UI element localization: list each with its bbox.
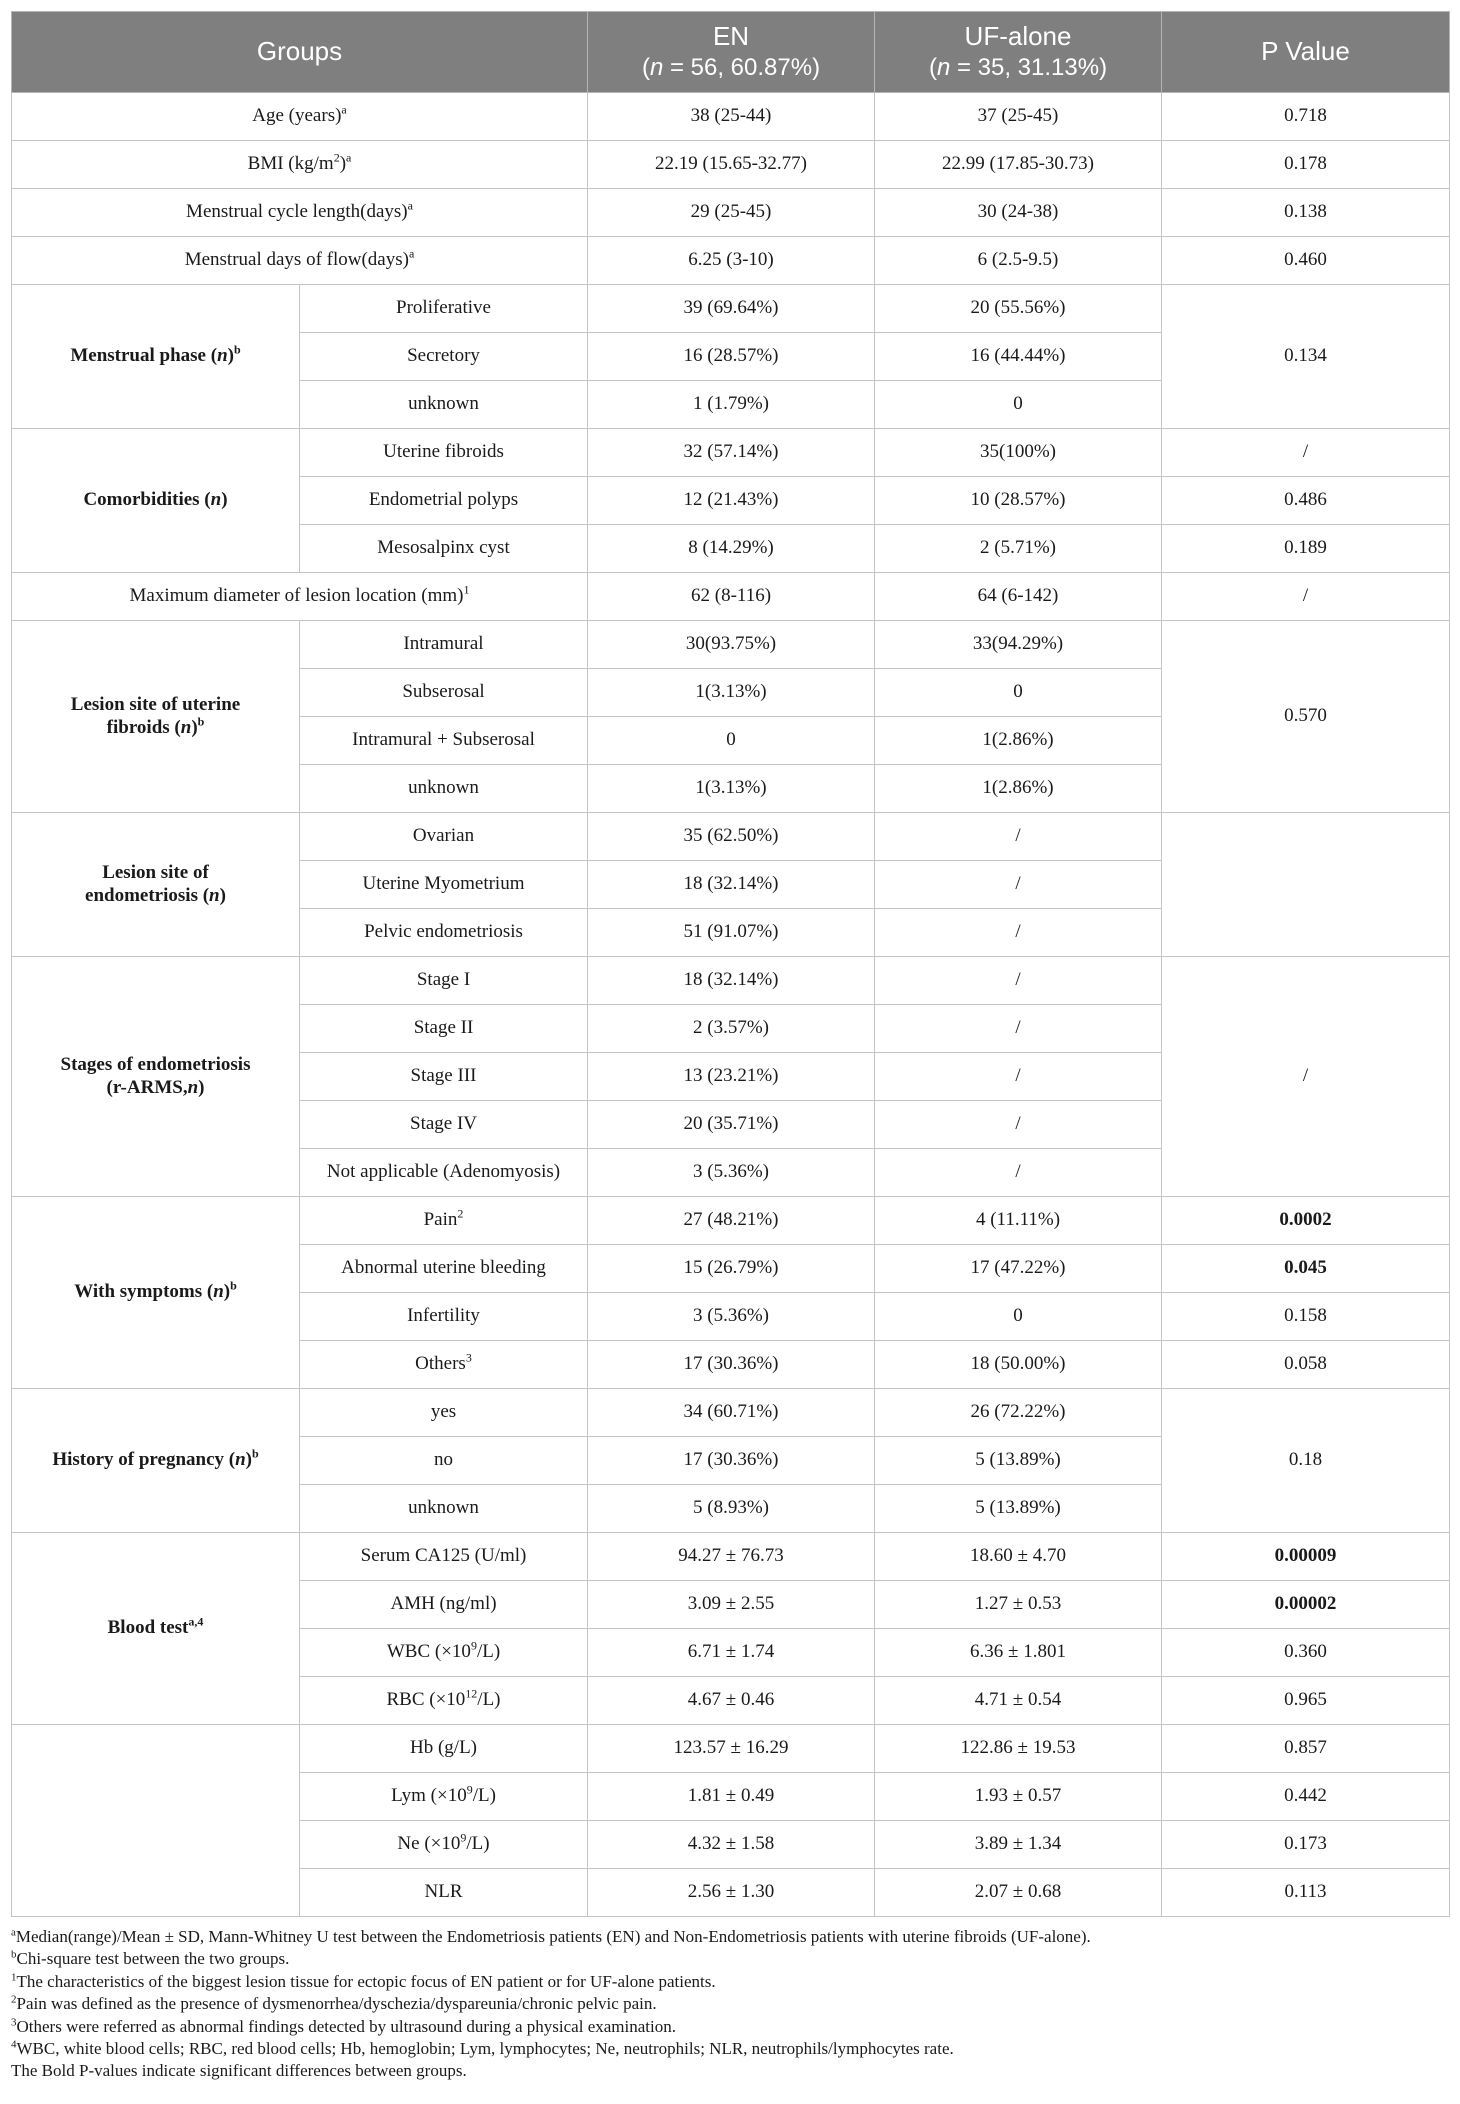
en-value: 30(93.75%) xyxy=(588,621,875,669)
en-value: 18 (32.14%) xyxy=(588,861,875,909)
en-value: 1(3.13%) xyxy=(588,669,875,717)
p-value: 0.570 xyxy=(1162,621,1450,813)
p-value: 0.173 xyxy=(1162,1821,1450,1869)
row-label: Maximum diameter of lesion location (mm)$^1$ xyxy=(12,573,588,621)
uf-value: 3.89 ± 1.34 xyxy=(875,1821,1162,1869)
sub-label: Mesosalpinx cyst xyxy=(300,525,588,573)
uf-value: / xyxy=(875,1053,1162,1101)
p-value: 0.158 xyxy=(1162,1293,1450,1341)
header-en-title: EN xyxy=(712,21,750,52)
p-value: 0.360 xyxy=(1162,1629,1450,1677)
sub-label: WBC $(\times 10^9/L)$ xyxy=(300,1629,588,1677)
uf-value: 1(2.86%) xyxy=(875,765,1162,813)
sub-label: Intramural + Subserosal xyxy=(300,717,588,765)
uf-value: 0 xyxy=(875,381,1162,429)
baseline-characteristics-table xyxy=(11,11,1450,1917)
sub-label: Abnormal uterine bleeding xyxy=(300,1245,588,1293)
uf-value: 22.99 (17.85-30.73) xyxy=(875,141,1162,189)
uf-value: 17 (47.22%) xyxy=(875,1245,1162,1293)
group-label: Blood test$^{a,4}$ xyxy=(12,1533,300,1725)
header-uf-title: UF-alone xyxy=(964,21,1072,52)
p-value: 0.18 xyxy=(1162,1389,1450,1533)
sub-label: Others$^3$ xyxy=(300,1341,588,1389)
table-row xyxy=(12,1725,1450,1773)
header-en-subtitle: (n = 56, 60.87%) xyxy=(641,54,821,81)
en-value: 13 (23.21%) xyxy=(588,1053,875,1101)
en-value: 4.32 ± 1.58 xyxy=(588,1821,875,1869)
uf-value: 2.07 ± 0.68 xyxy=(875,1869,1162,1917)
table-row xyxy=(12,1197,1450,1245)
uf-value: 1.93 ± 0.57 xyxy=(875,1773,1162,1821)
uf-value: 5 (13.89%) xyxy=(875,1437,1162,1485)
en-value: 5 (8.93%) xyxy=(588,1485,875,1533)
table-row xyxy=(12,141,1450,189)
p-value-significant: 0.00009 xyxy=(1162,1533,1450,1581)
p-value: 0.058 xyxy=(1162,1341,1450,1389)
uf-value: 33(94.29%) xyxy=(875,621,1162,669)
en-value: 4.67 ± 0.46 xyxy=(588,1677,875,1725)
table-row xyxy=(12,429,1450,477)
p-value: / xyxy=(1162,429,1450,477)
p-value: / xyxy=(1162,957,1450,1197)
sub-label: Pain$^2$ xyxy=(300,1197,588,1245)
uf-value: 0 xyxy=(875,1293,1162,1341)
sub-label: NLR xyxy=(300,1869,588,1917)
uf-value: / xyxy=(875,813,1162,861)
sub-label: Endometrial polyps xyxy=(300,477,588,525)
sub-label: Stage I xyxy=(300,957,588,1005)
footnote-a: $^a$Median(range)/Mean ± SD, Mann-Whitney U test between the Endometriosis patients (EN) and Non-Endometriosis patients with uterine fibroids (UF-alone). xyxy=(11,1926,1091,1946)
uf-value: / xyxy=(875,1101,1162,1149)
en-value: 94.27 ± 76.73 xyxy=(588,1533,875,1581)
uf-value: 1.27 ± 0.53 xyxy=(875,1581,1162,1629)
table-container xyxy=(11,11,1449,1917)
sub-label: Hb (g/L) xyxy=(300,1725,588,1773)
uf-value: 18 (50.00%) xyxy=(875,1341,1162,1389)
row-label: Menstrual cycle length(days)$^a$ xyxy=(12,189,588,237)
uf-value: 4 (11.11%) xyxy=(875,1197,1162,1245)
sub-label: Not applicable (Adenomyosis) xyxy=(300,1149,588,1197)
table-row xyxy=(12,813,1450,861)
footnote-bold-note: The Bold P-values indicate significant differences between groups. xyxy=(11,2061,467,2081)
footnote-3: $^3$Others were referred as abnormal findings detected by ultrasound during a physical examination. xyxy=(11,2015,676,2036)
group-label-empty xyxy=(12,1725,300,1917)
uf-value: 0 xyxy=(875,669,1162,717)
en-value: 16 (28.57%) xyxy=(588,333,875,381)
sub-label: Infertility xyxy=(300,1293,588,1341)
sub-label: no xyxy=(300,1437,588,1485)
p-value: 0.189 xyxy=(1162,525,1450,573)
en-value: 6.71 ± 1.74 xyxy=(588,1629,875,1677)
header-p-value: P Value xyxy=(1162,12,1450,93)
p-value: 0.442 xyxy=(1162,1773,1450,1821)
sub-label: Secretory xyxy=(300,333,588,381)
sub-label: Pelvic endometriosis xyxy=(300,909,588,957)
en-value: 22.19 (15.65-32.77) xyxy=(588,141,875,189)
p-value-significant: 0.00002 xyxy=(1162,1581,1450,1629)
en-value: 6.25 (3-10) xyxy=(588,237,875,285)
group-label: History of pregnancy $(n)^b$ xyxy=(12,1389,300,1533)
uf-value: 20 (55.56%) xyxy=(875,285,1162,333)
en-value: 2.56 ± 1.30 xyxy=(588,1869,875,1917)
uf-value: 64 (6-142) xyxy=(875,573,1162,621)
uf-value: 35(100%) xyxy=(875,429,1162,477)
uf-value: 37 (25-45) xyxy=(875,93,1162,141)
group-label: Lesion site of uterine fibroids $(n)^b$ xyxy=(12,621,300,813)
sub-label: Ne $(\times 10^9/L)$ xyxy=(300,1821,588,1869)
sub-label: Stage II xyxy=(300,1005,588,1053)
en-value: 17 (30.36%) xyxy=(588,1437,875,1485)
table-row xyxy=(12,1533,1450,1581)
uf-value: 18.60 ± 4.70 xyxy=(875,1533,1162,1581)
p-value-significant: 0.0002 xyxy=(1162,1197,1450,1245)
uf-value: 2 (5.71%) xyxy=(875,525,1162,573)
en-value: 2 (3.57%) xyxy=(588,1005,875,1053)
p-value: 0.486 xyxy=(1162,477,1450,525)
en-value: 12 (21.43%) xyxy=(588,477,875,525)
sub-label: unknown xyxy=(300,1485,588,1533)
p-value: 0.718 xyxy=(1162,93,1450,141)
table-row xyxy=(12,237,1450,285)
en-value: 18 (32.14%) xyxy=(588,957,875,1005)
en-value: 62 (8-116) xyxy=(588,573,875,621)
p-value-significant: 0.045 xyxy=(1162,1245,1450,1293)
sub-label: Stage III xyxy=(300,1053,588,1101)
sub-label: Proliferative xyxy=(300,285,588,333)
table-row xyxy=(12,1389,1450,1437)
en-value: 39 (69.64%) xyxy=(588,285,875,333)
en-value: 17 (30.36%) xyxy=(588,1341,875,1389)
uf-value: 5 (13.89%) xyxy=(875,1485,1162,1533)
en-value: 34 (60.71%) xyxy=(588,1389,875,1437)
en-value: 1 (1.79%) xyxy=(588,381,875,429)
en-value: 123.57 ± 16.29 xyxy=(588,1725,875,1773)
sub-label: yes xyxy=(300,1389,588,1437)
row-label: BMI $(kg/m^2)^a$ xyxy=(12,141,588,189)
group-label: Lesion site of endometriosis (n) xyxy=(12,813,300,957)
table-row xyxy=(12,189,1450,237)
p-value: 0.134 xyxy=(1162,285,1450,429)
uf-value: 30 (24-38) xyxy=(875,189,1162,237)
p-value: 0.965 xyxy=(1162,1677,1450,1725)
p-value: 0.113 xyxy=(1162,1869,1450,1917)
en-value: 32 (57.14%) xyxy=(588,429,875,477)
header-uf-subtitle: (n = 35, 31.13%) xyxy=(928,54,1108,81)
table-header-row xyxy=(12,12,1450,93)
header-uf xyxy=(875,12,1162,93)
p-value: / xyxy=(1162,573,1450,621)
footnote-1: $^1$The characteristics of the biggest lesion tissue for ectopic focus of EN patient or for UF-alone patients. xyxy=(11,1971,716,1991)
en-value: 29 (25-45) xyxy=(588,189,875,237)
uf-value: / xyxy=(875,1005,1162,1053)
sub-label: Uterine fibroids xyxy=(300,429,588,477)
table-row xyxy=(12,621,1450,669)
group-label: Stages of endometriosis (r-ARMS,n) xyxy=(12,957,300,1197)
uf-value: 6.36 ± 1.801 xyxy=(875,1629,1162,1677)
uf-value: 4.71 ± 0.54 xyxy=(875,1677,1162,1725)
sub-label: Serum CA125 (U/ml) xyxy=(300,1533,588,1581)
table-footnotes xyxy=(11,1926,1449,2083)
table-row xyxy=(12,285,1450,333)
en-value: 3 (5.36%) xyxy=(588,1149,875,1197)
uf-value: 10 (28.57%) xyxy=(875,477,1162,525)
en-value: 51 (91.07%) xyxy=(588,909,875,957)
p-value: 0.138 xyxy=(1162,189,1450,237)
sub-label: AMH (ng/ml) xyxy=(300,1581,588,1629)
table-row xyxy=(12,957,1450,1005)
en-value: 20 (35.71%) xyxy=(588,1101,875,1149)
table-row xyxy=(12,93,1450,141)
footnote-b: $^b$Chi-square test between the two groups. xyxy=(11,1948,290,1969)
footnote-2: $^2$Pain was defined as the presence of dysmenorrhea/dyschezia/dyspareunia/chronic pelvic pain. xyxy=(11,1993,657,2014)
sub-label: RBC $(\times 10^{12}/L)$ xyxy=(300,1677,588,1725)
sub-label: Uterine Myometrium xyxy=(300,861,588,909)
uf-value: / xyxy=(875,957,1162,1005)
sub-label: Intramural xyxy=(300,621,588,669)
en-value: 8 (14.29%) xyxy=(588,525,875,573)
uf-value: / xyxy=(875,909,1162,957)
uf-value: 6 (2.5-9.5) xyxy=(875,237,1162,285)
table-row xyxy=(12,573,1450,621)
en-value: 3 (5.36%) xyxy=(588,1293,875,1341)
sub-label: Subserosal xyxy=(300,669,588,717)
sub-label: unknown xyxy=(300,765,588,813)
sub-label: Ovarian xyxy=(300,813,588,861)
group-label: Menstrual phase $(n)^b$ xyxy=(12,285,300,429)
en-value: 15 (26.79%) xyxy=(588,1245,875,1293)
en-value: 38 (25-44) xyxy=(588,93,875,141)
uf-value: 16 (44.44%) xyxy=(875,333,1162,381)
p-value: 0.460 xyxy=(1162,237,1450,285)
p-value: 0.178 xyxy=(1162,141,1450,189)
group-label: With symptoms $(n)^b$ xyxy=(12,1197,300,1389)
sub-label: Lym $(\times 10^9/L)$ xyxy=(300,1773,588,1821)
uf-value: 26 (72.22%) xyxy=(875,1389,1162,1437)
p-value: 0.857 xyxy=(1162,1725,1450,1773)
header-en xyxy=(588,12,875,93)
footnote-4: $^4$WBC, white blood cells; RBC, red blood cells; Hb, hemoglobin; Lym, lymphocytes; Ne, neutrophils; NLR, neutrophils/lymphocytes rate. xyxy=(11,2038,954,2059)
en-value: 3.09 ± 2.55 xyxy=(588,1581,875,1629)
en-value: 1(3.13%) xyxy=(588,765,875,813)
group-label: Comorbidities (n) xyxy=(12,429,300,573)
uf-value: 122.86 ± 19.53 xyxy=(875,1725,1162,1773)
row-label: Age (years)$^a$ xyxy=(12,93,588,141)
en-value: 35 (62.50%) xyxy=(588,813,875,861)
sub-label: unknown xyxy=(300,381,588,429)
en-value: 0 xyxy=(588,717,875,765)
p-value-empty xyxy=(1162,813,1450,957)
uf-value: / xyxy=(875,861,1162,909)
en-value: 1.81 ± 0.49 xyxy=(588,1773,875,1821)
uf-value: 1(2.86%) xyxy=(875,717,1162,765)
en-value: 27 (48.21%) xyxy=(588,1197,875,1245)
uf-value: / xyxy=(875,1149,1162,1197)
header-groups: Groups xyxy=(12,12,588,93)
sub-label: Stage IV xyxy=(300,1101,588,1149)
row-label: Menstrual days of flow(days)$^a$ xyxy=(12,237,588,285)
